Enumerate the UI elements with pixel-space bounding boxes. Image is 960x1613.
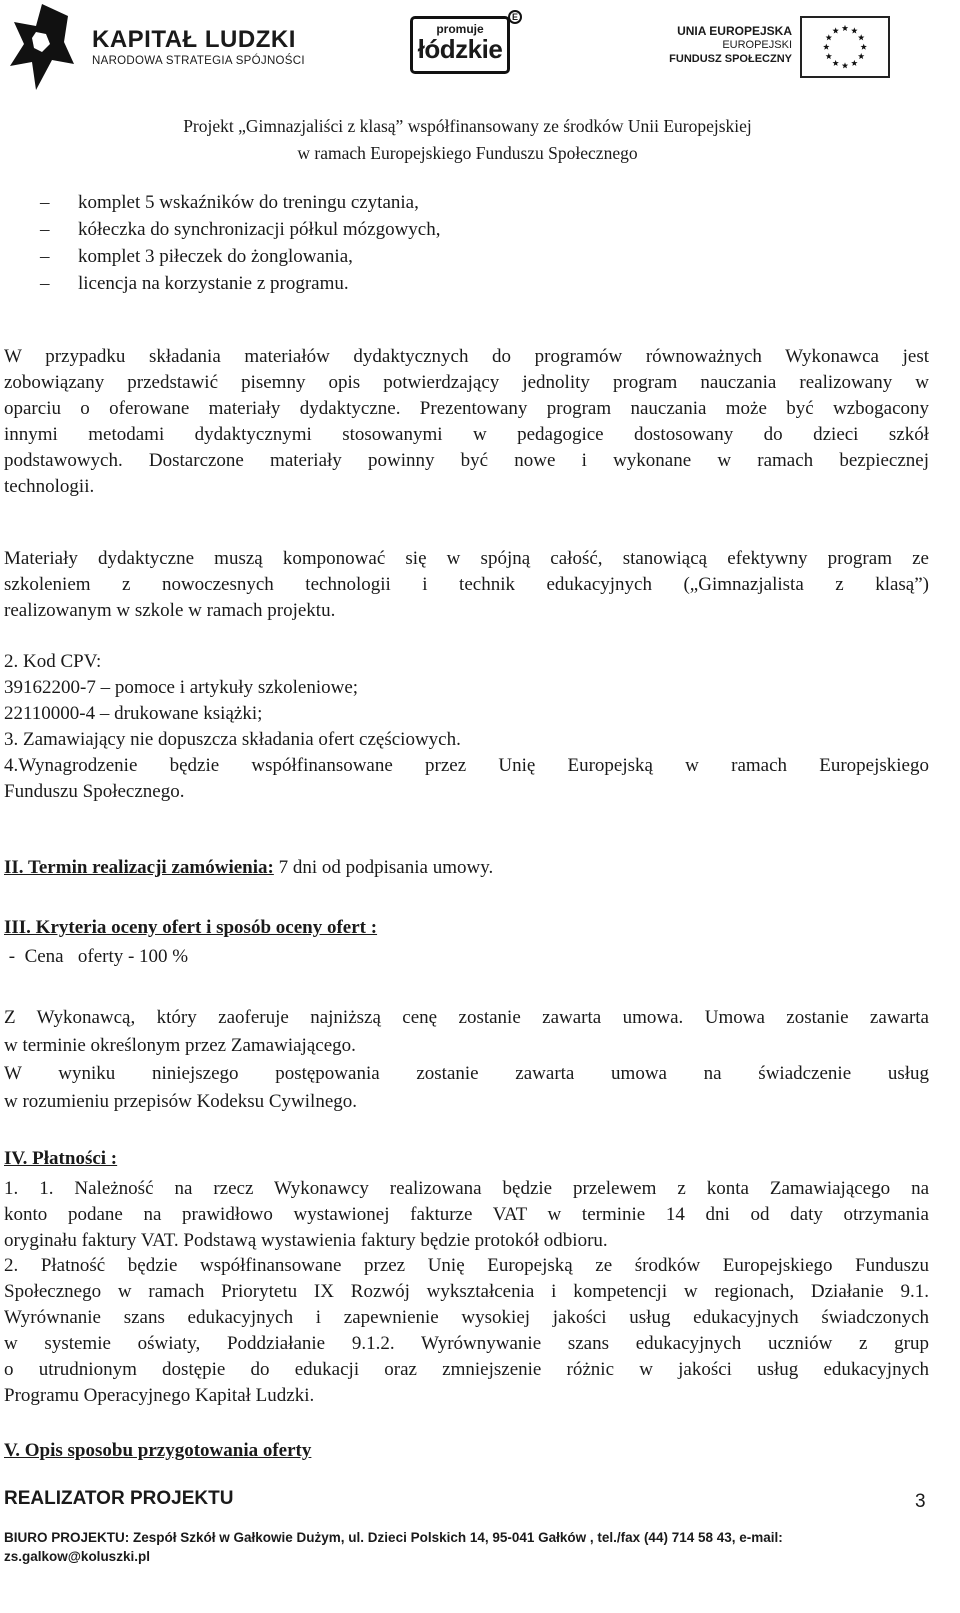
section-5-heading: V. Opis sposobu przygotowania oferty: [4, 1440, 312, 1461]
kapital-ludzki-logo: [6, 2, 306, 92]
section-4-line: konto podane na prawidłowo wystawionej fakturze VAT w terminie 14 dni od daty otrzymania: [4, 1204, 929, 1225]
list-dash: –: [40, 219, 50, 240]
eu-star-icon: [826, 34, 832, 40]
paragraph-1-line: zobowiązany przedstawić pisemny opis potwierdzający jednolity program nauczania realizowany w: [4, 372, 929, 393]
footer-realizator: REALIZATOR PROJEKTU: [4, 1488, 234, 1509]
list-item: komplet 5 wskaźników do treningu czytania,: [78, 192, 419, 213]
eu-star-icon: [858, 53, 864, 59]
kapital-ludzki-subtitle: NARODOWA STRATEGIA SPÓJNOŚCI: [92, 55, 305, 67]
list-item: licencja na korzystanie z programu.: [78, 273, 349, 294]
paragraph-1-line: oparciu o oferowane materiały dydaktyczne. Prezentowany program nauczania może być wzbogacony: [4, 398, 929, 419]
list-dash: –: [40, 246, 50, 267]
eu-star-icon: [861, 44, 867, 50]
section-3-text: w rozumieniu przepisów Kodeksu Cywilnego.: [4, 1091, 358, 1112]
eu-star-icon: [842, 62, 848, 68]
section-3-criteria: - Cena oferty - 100 %: [4, 946, 189, 967]
paragraph-2-line: realizowanym w szkole w ramach projektu.: [4, 600, 336, 621]
eu-star-icon: [832, 27, 838, 33]
eu-flag-stars-icon: [800, 16, 890, 78]
section-2-heading: II. Termin realizacji zamówienia:: [4, 857, 274, 878]
section-4-line: o utrudnionym dostępie do edukacji oraz zmniejszenie różnic w jakości usług edukacyjnych: [4, 1359, 929, 1380]
eu-star-icon: [851, 60, 857, 66]
lodzkie-e-mark-icon: E: [508, 10, 522, 24]
cpv-point-3: 3. Zamawiający nie dopuszcza składania ofert częściowych.: [4, 729, 461, 750]
paragraph-1-line: innymi metodami dydaktycznymi stosowanymi w pedagogice dostosowany do dzieci szkół: [4, 424, 929, 445]
section-4-heading: IV. Płatności :: [4, 1148, 118, 1169]
paragraph-1-line: technologii.: [4, 476, 95, 497]
list-dash: –: [40, 273, 50, 294]
list-item: komplet 3 piłeczek do żonglowania,: [78, 246, 353, 267]
project-line-2: w ramach Europejskiego Funduszu Społecznego: [297, 143, 638, 163]
section-4-line: w systemie oświaty, Poddziałanie 9.1.2. Wyrównywanie szans edukacyjnych uczniów z grup: [4, 1333, 929, 1354]
section-4-line: Społecznego w ramach Priorytetu IX Rozwój wykształcenia i kompetencji w regionach, Działanie 9.1.: [4, 1281, 929, 1302]
eu-star-icon: [842, 25, 848, 31]
eu-line-3: FUNDUSZ SPOŁECZNY: [669, 53, 792, 65]
eu-text: [669, 24, 792, 66]
promuje-lodzkie-logo: [410, 10, 522, 78]
cpv-heading: 2. Kod CPV:: [4, 651, 102, 672]
list-dash: –: [40, 192, 50, 213]
eu-star-icon: [832, 60, 838, 66]
section-3-heading: III. Kryteria oceny ofert i sposób oceny ofert :: [4, 917, 378, 938]
eu-star-icon: [858, 34, 864, 40]
list-item: kółeczka do synchronizacji półkul mózgowych,: [78, 219, 441, 240]
paragraph-1-line: W przypadku składania materiałów dydaktycznych do programów równoważnych Wykonawca jest: [4, 346, 929, 367]
section-3-text: w terminie określonym przez Zamawiającego.: [4, 1035, 356, 1056]
lodzkie-big-text: łódzkie: [417, 34, 503, 64]
cpv-point-4: 4.Wynagrodzenie będzie współfinansowane przez Unię Europejską w ramach Europejskiego: [4, 755, 929, 776]
paragraph-1-line: podstawowych. Dostarczone materiały powinny być nowe i wykonane w ramach bezpiecznej: [4, 450, 929, 471]
cpv-code-1: 39162200-7 – pomoce i artykuły szkoleniowe;: [4, 677, 359, 698]
section-3-text: W wyniku niniejszego postępowania zostanie zawarta umowa na świadczenie usług: [4, 1063, 929, 1084]
eu-star-icon: [826, 53, 832, 59]
lodzkie-small-text: promuje: [436, 22, 484, 36]
section-2-value: 7 dni od podpisania umowy.: [273, 857, 494, 878]
kapital-ludzki-star-icon: [6, 2, 76, 92]
eu-logo: [640, 10, 900, 80]
cpv-point-4-cont: Funduszu Społecznego.: [4, 781, 185, 802]
section-2: [4, 857, 493, 879]
project-line-1: Projekt „Gimnazjaliści z klasą” współfinansowany ze środków Unii Europejskiej: [183, 116, 752, 136]
eu-line-1: UNIA EUROPEJSKA: [677, 24, 792, 38]
section-4-heading-wrap: [4, 1148, 117, 1170]
eu-star-icon: [823, 44, 829, 50]
kapital-ludzki-title: KAPITAŁ LUDZKI: [92, 26, 296, 53]
eu-line-2: EUROPEJSKI: [722, 39, 792, 51]
section-4-line: Programu Operacyjnego Kapitał Ludzki.: [4, 1385, 315, 1406]
section-4-line: Wyrównanie szans edukacyjnych i zapewnienie wysokiej jakości usług edukacyjnych świadczonych: [4, 1307, 929, 1328]
section-3-text: Z Wykonawcą, który zaoferuje najniższą cenę zostanie zawarta umowa. Umowa zostanie zawarta: [4, 1007, 929, 1028]
cpv-code-2: 22110000-4 – drukowane książki;: [4, 703, 263, 724]
footer-email: zs.galkow@koluszki.pl: [4, 1549, 150, 1564]
section-3-heading-wrap: [4, 917, 377, 939]
section-4-line: 1. 1. Należność na rzecz Wykonawcy realizowana będzie przelewem z konta Zamawiającego na: [4, 1178, 929, 1199]
paragraph-2-line: szkoleniem z nowoczesnych technologii i technik edukacyjnych („Gimnazjalista z klasą”): [4, 574, 929, 595]
section-4-line: 2. Płatność będzie współfinansowane przez Unię Europejską ze środków Europejskiego Funduszu: [4, 1255, 929, 1276]
eu-star-icon: [851, 27, 857, 33]
paragraph-2-line: Materiały dydaktyczne muszą komponować się w spójną całość, stanowiącą efektywny program ze: [4, 548, 929, 569]
section-4-line: oryginału faktury VAT. Podstawą wystawienia faktury będzie protokół odbioru.: [4, 1230, 608, 1251]
page-number: 3: [915, 1491, 926, 1512]
footer-address: BIURO PROJEKTU: Zespół Szkół w Gałkowie Dużym, ul. Dzieci Polskich 14, 95-041 Gałków , tel./fax (44) 714 58 43, e-mail:: [4, 1530, 783, 1545]
page-header: [0, 0, 960, 96]
section-5-heading-wrap: [4, 1440, 311, 1462]
